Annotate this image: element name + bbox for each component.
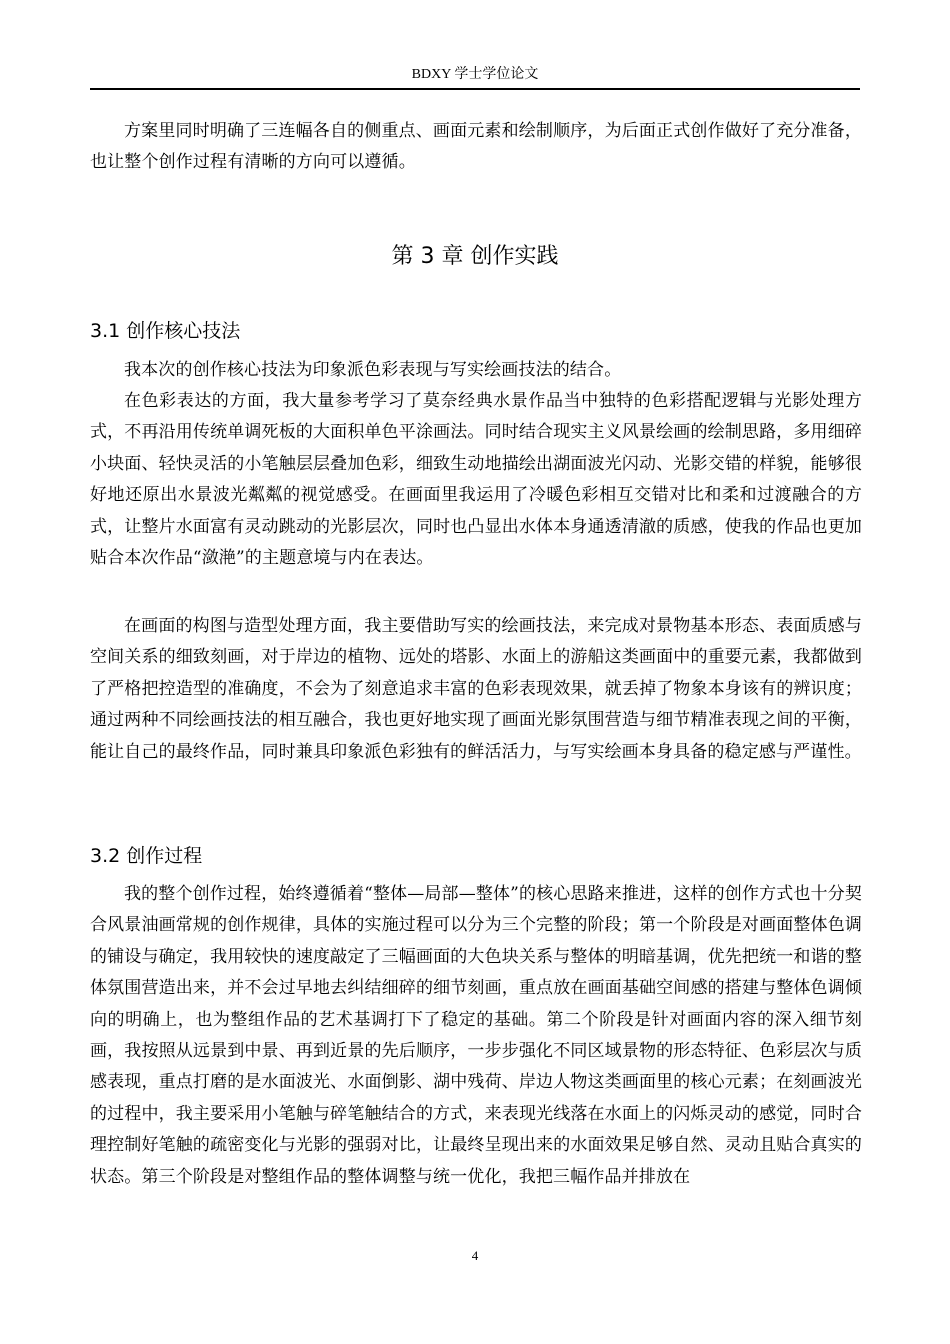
page-number: 4 xyxy=(471,1248,479,1263)
chapter-title: 第 3 章 创作实践 xyxy=(391,244,559,269)
running-header: BDXY 学士学位论文 xyxy=(411,67,539,82)
section-3-2-paragraph-1: 我的整个创作过程，始终遵循着“整体—局部—整体”的核心思路来推进，这样的创作方式也十分契合风景油画常规的创作规律，具体的实施过程可以分为三个完整的阶段；第一个阶段是对画面整体色调的铺设与确定，我用较快的速度敲定了三幅画面的大色块关系与整体的明暗基调，优先把统一和谐的整体氛围营造出来，并不会过早地去纠结细碎的细节刻画，重点放在画面基础空间感的搭建与整体色调倾向的明确上，也为整组作品的艺术基调打下了稳定的基础。第二个阶段是针对画面内容的深入细节刻画，我按照从远景到中景、再到近景的先后顺序，一步步强化不同区域景物的形态特征、色彩层次与质感表现，重点打磨的是水面波光、水面倒影、湖中残荷、岸边人物这类画面里的核心元素；在刻画波光的过程中，我主要采用小笔触与碎笔触结合的方式，来表现光线落在水面上的闪烁灵动的感觉，同时合理控制好笔触的疏密变化与光影的强弱对比，让最终呈现出来的水面效果足够自然、灵动且贴合真实的状态。第三个阶段是对整组作品的整体调整与统一优化，我把三幅作品并排放在 xyxy=(90,884,862,1187)
header-rule xyxy=(90,88,860,90)
section-heading-3-1: 3.1 创作核心技法 xyxy=(90,320,241,342)
section-3-1-paragraph-2: 在色彩表达的方面，我大量参考学习了莫奈经典水景作品当中独特的色彩搭配逻辑与光影处理方式，不再沿用传统单调死板的大面积单色平涂画法。同时结合现实主义风景绘画的绘制思路，多用细碎小块面、轻快灵活的小笔触层层叠加色彩，细致生动地描绘出湖面波光闪动、光影交错的样貌，能够很好地还原出水景波光粼粼的视觉感受。在画面里我运用了冷暖色彩相互交错对比和柔和过渡融合的方式，让整片水面富有灵动跳动的光影层次，同时也凸显出水体本身通透清澈的质感，使我的作品也更加贴合本次作品“潋滟”的主题意境与内在表达。 xyxy=(90,391,862,569)
section-heading-3-2: 3.2 创作过程 xyxy=(90,845,203,867)
intro-paragraph: 方案里同时明确了三连幅各自的侧重点、画面元素和绘制顺序，为后面正式创作做好了充分准备，也让整个创作过程有清晰的方向可以遵循。 xyxy=(90,121,862,173)
section-3-1-paragraph-1: 我本次的创作核心技法为印象派色彩表现与写实绘画技法的结合。 xyxy=(124,360,622,380)
section-3-1-paragraph-3: 在画面的构图与造型处理方面，我主要借助写实的绘画技法，来完成对景物基本形态、表面质感与空间关系的细致刻画，对于岸边的植物、远处的塔影、水面上的游船这类画面中的重要元素，我都做到了严格把控造型的准确度，不会为了刻意追求丰富的色彩表现效果，就丢掉了物象本身该有的辨识度；通过两种不同绘画技法的相互融合，我也更好地实现了画面光影氛围营造与细节精准表现之间的平衡，能让自己的最终作品，同时兼具印象派色彩独有的鲜活活力，与写实绘画本身具备的稳定感与严谨性。 xyxy=(90,616,862,762)
